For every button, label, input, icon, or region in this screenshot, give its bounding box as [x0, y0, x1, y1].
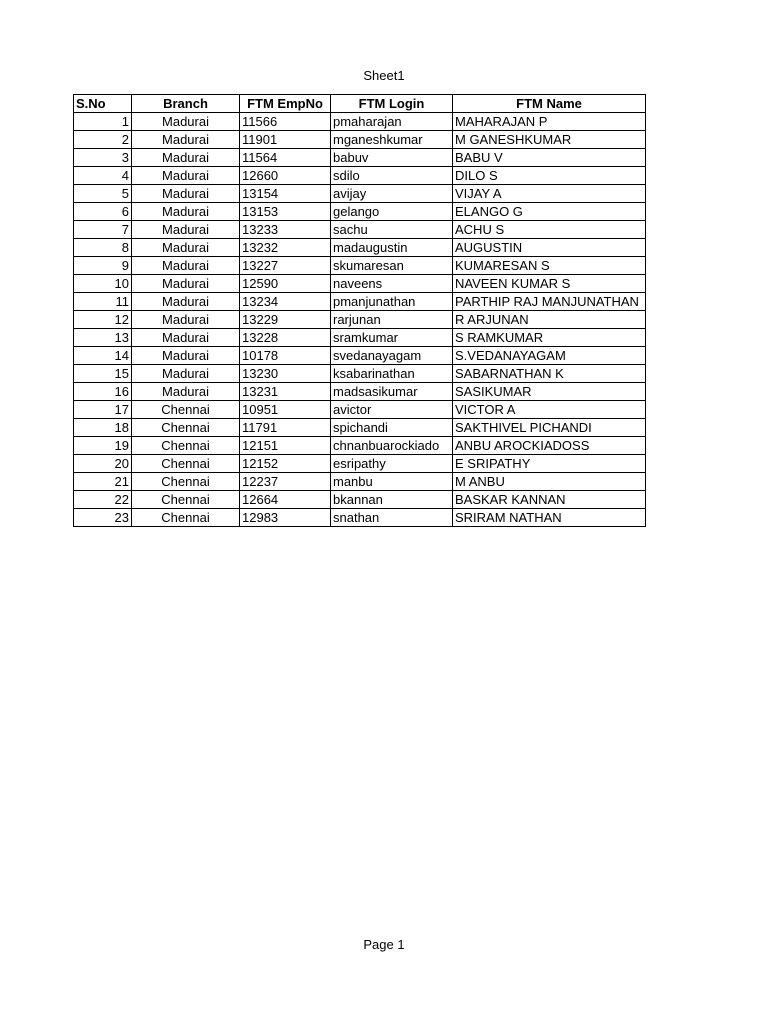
- cell-branch: Madurai: [132, 167, 240, 185]
- cell-name: MAHARAJAN P: [453, 113, 646, 131]
- cell-login: avijay: [331, 185, 453, 203]
- cell-login: pmaharajan: [331, 113, 453, 131]
- cell-sno: 6: [74, 203, 132, 221]
- cell-name: SABARNATHAN K: [453, 365, 646, 383]
- cell-empno: 12151: [240, 437, 331, 455]
- cell-name: ANBU AROCKIADOSS: [453, 437, 646, 455]
- cell-branch: Madurai: [132, 383, 240, 401]
- table-row: [74, 365, 646, 383]
- cell-login: spichandi: [331, 419, 453, 437]
- table-row: [74, 491, 646, 509]
- table-row: [74, 185, 646, 203]
- cell-name: M GANESHKUMAR: [453, 131, 646, 149]
- table-row: [74, 113, 646, 131]
- cell-empno: 13230: [240, 365, 331, 383]
- cell-empno: 13229: [240, 311, 331, 329]
- table-row: [74, 149, 646, 167]
- cell-sno: 8: [74, 239, 132, 257]
- table-row: [74, 455, 646, 473]
- cell-branch: Madurai: [132, 131, 240, 149]
- cell-sno: 7: [74, 221, 132, 239]
- cell-name: SASIKUMAR: [453, 383, 646, 401]
- cell-login: madsasikumar: [331, 383, 453, 401]
- cell-sno: 14: [74, 347, 132, 365]
- table-row: [74, 383, 646, 401]
- cell-branch: Chennai: [132, 491, 240, 509]
- cell-branch: Madurai: [132, 185, 240, 203]
- cell-name: M ANBU: [453, 473, 646, 491]
- table-row: [74, 293, 646, 311]
- page-number: Page 1: [363, 937, 405, 952]
- cell-empno: 11791: [240, 419, 331, 437]
- column-header-login: FTM Login: [331, 95, 453, 113]
- cell-sno: 11: [74, 293, 132, 311]
- cell-sno: 4: [74, 167, 132, 185]
- cell-sno: 18: [74, 419, 132, 437]
- cell-name: BASKAR KANNAN: [453, 491, 646, 509]
- cell-branch: Madurai: [132, 221, 240, 239]
- cell-name: S.VEDANAYAGAM: [453, 347, 646, 365]
- cell-empno: 10951: [240, 401, 331, 419]
- table-row: [74, 221, 646, 239]
- cell-empno: 13233: [240, 221, 331, 239]
- cell-branch: Chennai: [132, 437, 240, 455]
- cell-login: babuv: [331, 149, 453, 167]
- cell-sno: 2: [74, 131, 132, 149]
- cell-login: pmanjunathan: [331, 293, 453, 311]
- cell-empno: 12664: [240, 491, 331, 509]
- table-row: [74, 239, 646, 257]
- cell-empno: 11901: [240, 131, 331, 149]
- cell-empno: 13227: [240, 257, 331, 275]
- cell-empno: 13231: [240, 383, 331, 401]
- cell-login: svedanayagam: [331, 347, 453, 365]
- cell-branch: Madurai: [132, 365, 240, 383]
- cell-empno: 12983: [240, 509, 331, 527]
- cell-name: SAKTHIVEL PICHANDI: [453, 419, 646, 437]
- cell-empno: 12590: [240, 275, 331, 293]
- cell-sno: 19: [74, 437, 132, 455]
- cell-branch: Chennai: [132, 419, 240, 437]
- cell-branch: Madurai: [132, 149, 240, 167]
- cell-name: ELANGO G: [453, 203, 646, 221]
- cell-sno: 3: [74, 149, 132, 167]
- cell-branch: Madurai: [132, 293, 240, 311]
- column-header-branch: Branch: [132, 95, 240, 113]
- cell-name: DILO S: [453, 167, 646, 185]
- cell-empno: 12237: [240, 473, 331, 491]
- cell-name: ACHU S: [453, 221, 646, 239]
- cell-login: esripathy: [331, 455, 453, 473]
- cell-login: rarjunan: [331, 311, 453, 329]
- cell-sno: 1: [74, 113, 132, 131]
- table-row: [74, 509, 646, 527]
- cell-sno: 12: [74, 311, 132, 329]
- cell-empno: 13228: [240, 329, 331, 347]
- cell-sno: 13: [74, 329, 132, 347]
- cell-sno: 21: [74, 473, 132, 491]
- cell-sno: 5: [74, 185, 132, 203]
- cell-login: manbu: [331, 473, 453, 491]
- cell-login: chnanbuarockiado: [331, 437, 453, 455]
- table-body: [74, 113, 646, 527]
- cell-login: madaugustin: [331, 239, 453, 257]
- cell-empno: 13232: [240, 239, 331, 257]
- cell-branch: Chennai: [132, 401, 240, 419]
- cell-sno: 22: [74, 491, 132, 509]
- table-row: [74, 275, 646, 293]
- cell-empno: 13154: [240, 185, 331, 203]
- table-row: [74, 203, 646, 221]
- cell-sno: 9: [74, 257, 132, 275]
- cell-branch: Madurai: [132, 257, 240, 275]
- cell-name: BABU V: [453, 149, 646, 167]
- cell-login: snathan: [331, 509, 453, 527]
- cell-sno: 10: [74, 275, 132, 293]
- cell-login: sachu: [331, 221, 453, 239]
- cell-login: ksabarinathan: [331, 365, 453, 383]
- cell-branch: Madurai: [132, 239, 240, 257]
- cell-branch: Chennai: [132, 473, 240, 491]
- cell-name: VICTOR A: [453, 401, 646, 419]
- table-row: [74, 419, 646, 437]
- cell-sno: 17: [74, 401, 132, 419]
- cell-name: KUMARESAN S: [453, 257, 646, 275]
- table-row: [74, 473, 646, 491]
- cell-branch: Chennai: [132, 509, 240, 527]
- cell-name: E SRIPATHY: [453, 455, 646, 473]
- cell-branch: Chennai: [132, 455, 240, 473]
- cell-empno: 11564: [240, 149, 331, 167]
- table-row: [74, 329, 646, 347]
- table-row: [74, 311, 646, 329]
- cell-name: NAVEEN KUMAR S: [453, 275, 646, 293]
- cell-login: gelango: [331, 203, 453, 221]
- cell-sno: 16: [74, 383, 132, 401]
- cell-name: S RAMKUMAR: [453, 329, 646, 347]
- cell-empno: 13153: [240, 203, 331, 221]
- cell-login: mganeshkumar: [331, 131, 453, 149]
- cell-login: sdilo: [331, 167, 453, 185]
- column-header-sno: S.No: [74, 95, 132, 113]
- cell-empno: 12660: [240, 167, 331, 185]
- cell-branch: Madurai: [132, 113, 240, 131]
- cell-login: avictor: [331, 401, 453, 419]
- cell-login: sramkumar: [331, 329, 453, 347]
- cell-name: SRIRAM NATHAN: [453, 509, 646, 527]
- cell-name: PARTHIP RAJ MANJUNATHAN: [453, 293, 646, 311]
- cell-empno: 13234: [240, 293, 331, 311]
- cell-sno: 23: [74, 509, 132, 527]
- cell-sno: 15: [74, 365, 132, 383]
- cell-branch: Madurai: [132, 329, 240, 347]
- cell-name: R ARJUNAN: [453, 311, 646, 329]
- column-header-empno: FTM EmpNo: [240, 95, 331, 113]
- cell-name: AUGUSTIN: [453, 239, 646, 257]
- cell-empno: 12152: [240, 455, 331, 473]
- cell-empno: 11566: [240, 113, 331, 131]
- table-row: [74, 257, 646, 275]
- table-row: [74, 347, 646, 365]
- cell-branch: Madurai: [132, 311, 240, 329]
- table-row: [74, 167, 646, 185]
- column-header-name: FTM Name: [453, 95, 646, 113]
- employee-table: [73, 94, 646, 527]
- cell-login: bkannan: [331, 491, 453, 509]
- cell-login: naveens: [331, 275, 453, 293]
- cell-sno: 20: [74, 455, 132, 473]
- table-row: [74, 437, 646, 455]
- table-row: [74, 401, 646, 419]
- cell-name: VIJAY A: [453, 185, 646, 203]
- table-row: [74, 131, 646, 149]
- cell-empno: 10178: [240, 347, 331, 365]
- sheet-title: Sheet1: [363, 68, 405, 83]
- table-header-row: [74, 95, 646, 113]
- cell-login: skumaresan: [331, 257, 453, 275]
- cell-branch: Madurai: [132, 347, 240, 365]
- cell-branch: Madurai: [132, 203, 240, 221]
- cell-branch: Madurai: [132, 275, 240, 293]
